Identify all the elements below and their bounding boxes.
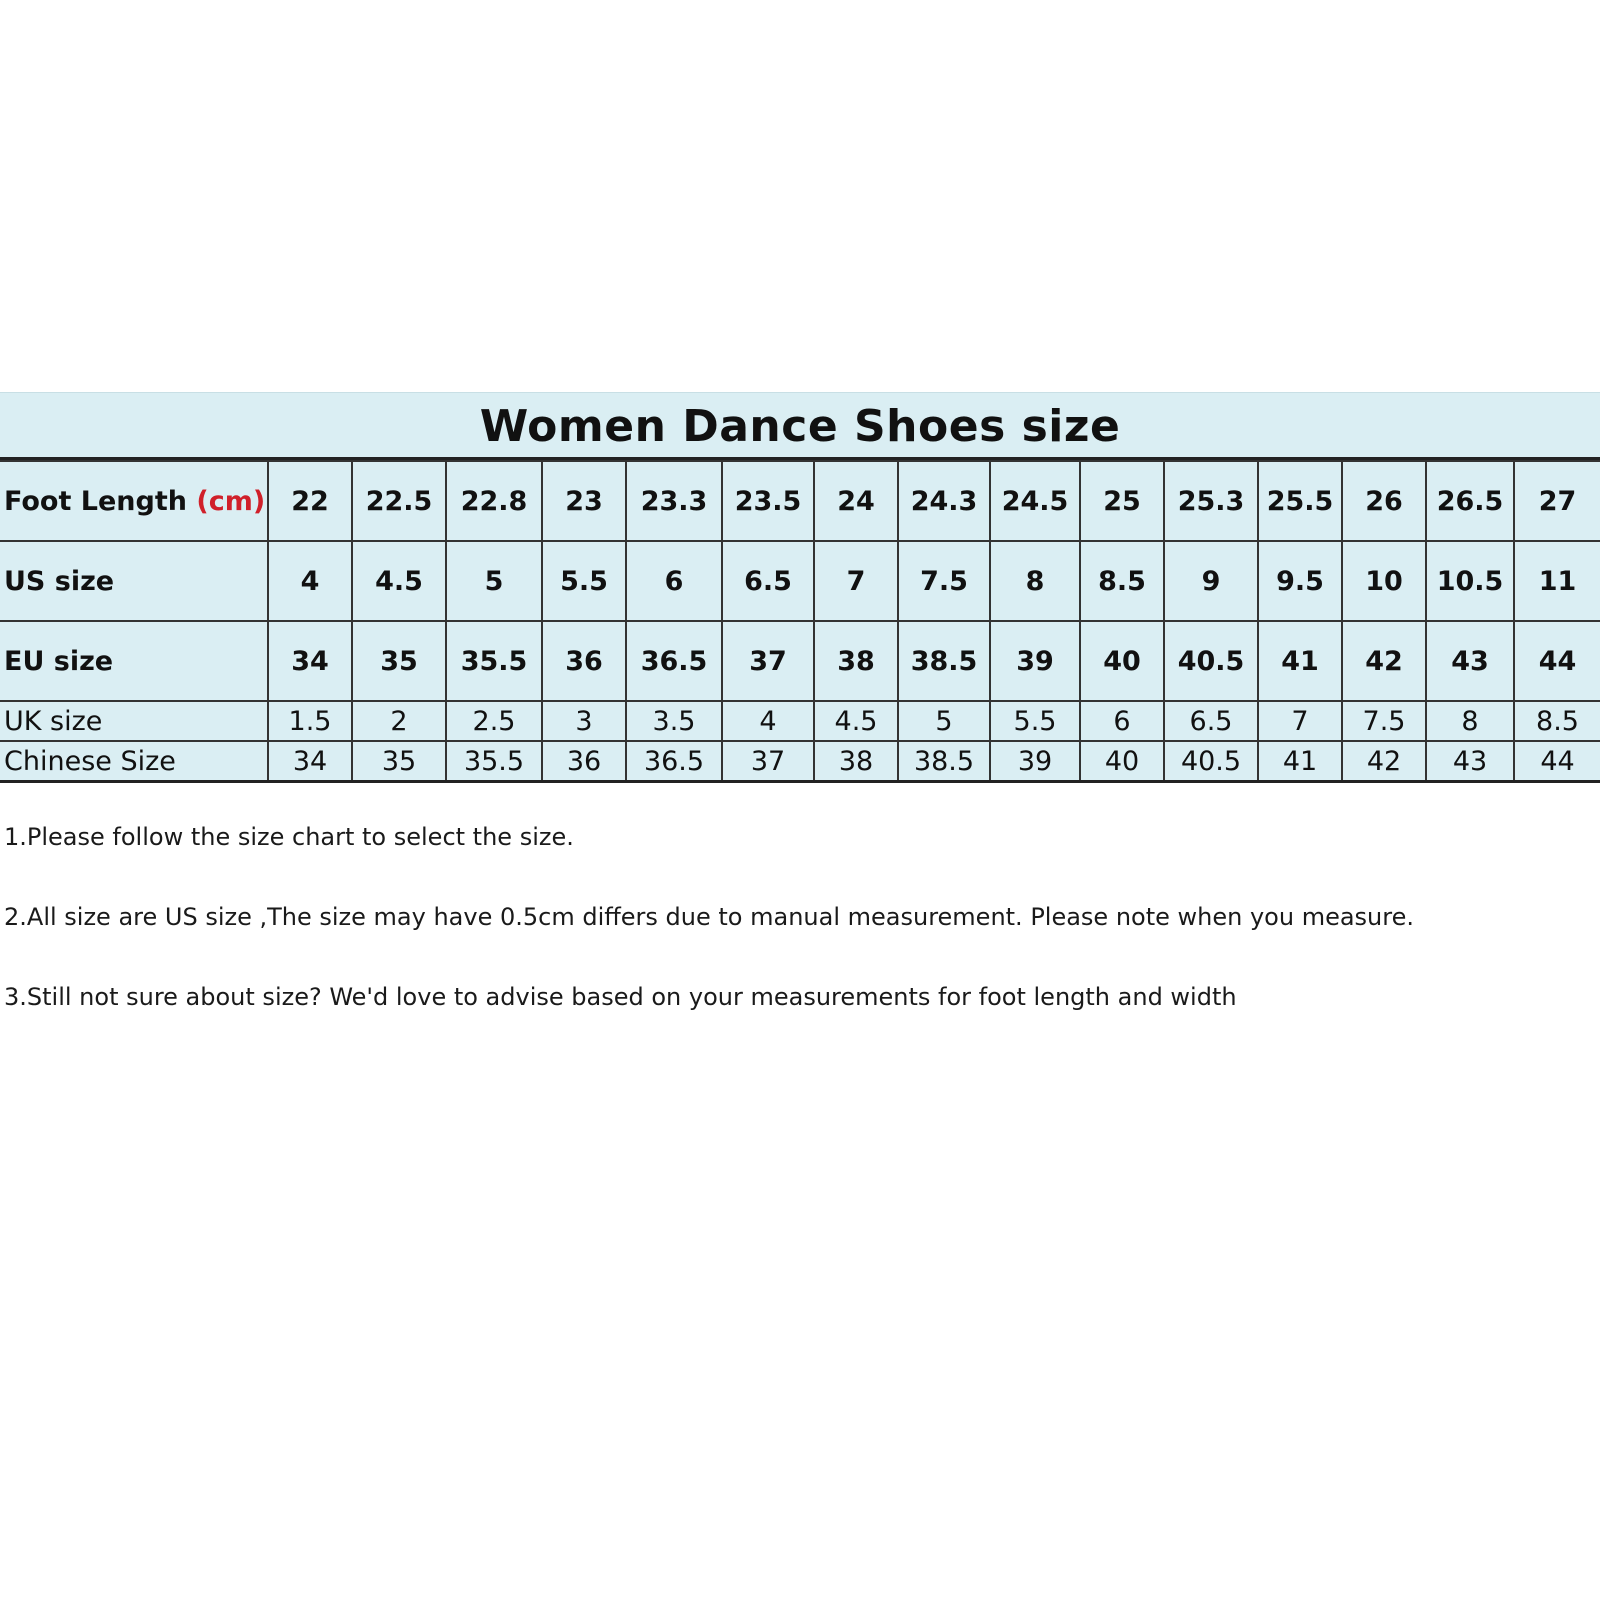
table-cell: 38.5 — [898, 741, 990, 782]
table-cell: 44 — [1514, 621, 1600, 701]
table-cell: 39 — [990, 741, 1080, 782]
table-cell: 4.5 — [814, 701, 898, 741]
table-cell: 4.5 — [352, 541, 446, 621]
table-cell: 22.8 — [446, 461, 542, 541]
row-label — [0, 741, 268, 782]
table-cell: 2 — [352, 701, 446, 741]
table-cell: 5.5 — [990, 701, 1080, 741]
table-cell: 26 — [1342, 461, 1426, 541]
row-label-text: UK size — [4, 705, 103, 737]
table-cell: 6 — [1080, 701, 1164, 741]
table-cell: 35 — [352, 741, 446, 782]
table-cell: 35 — [352, 621, 446, 701]
table-cell: 41 — [1258, 741, 1342, 782]
table-cell: 23.3 — [626, 461, 722, 541]
row-label — [0, 541, 268, 621]
row-label-text: EU size — [4, 645, 114, 677]
table-cell: 37 — [722, 741, 814, 782]
table-cell: 10 — [1342, 541, 1426, 621]
table-row — [0, 621, 1600, 701]
table-cell: 41 — [1258, 621, 1342, 701]
table-cell: 4 — [722, 701, 814, 741]
note-item: 2.All size are US size ,The size may have 0.5cm differs due to manual measurement. Please note when you measure. — [4, 903, 1414, 931]
row-label — [0, 621, 268, 701]
table-cell: 11 — [1514, 541, 1600, 621]
table-cell: 24.3 — [898, 461, 990, 541]
table-cell: 25.5 — [1258, 461, 1342, 541]
table-cell: 7.5 — [898, 541, 990, 621]
table-cell: 7 — [1258, 701, 1342, 741]
table-cell: 6.5 — [722, 541, 814, 621]
table-cell: 43 — [1426, 621, 1514, 701]
table-cell: 38 — [814, 621, 898, 701]
table-cell: 42 — [1342, 741, 1426, 782]
row-label-text: US size — [4, 565, 115, 597]
table-cell: 7.5 — [1342, 701, 1426, 741]
table-cell: 40.5 — [1164, 621, 1258, 701]
table-cell: 36.5 — [626, 621, 722, 701]
table-cell: 22 — [268, 461, 352, 541]
table-cell: 7 — [814, 541, 898, 621]
table-row — [0, 461, 1600, 541]
table-cell: 40.5 — [1164, 741, 1258, 782]
table-cell: 38.5 — [898, 621, 990, 701]
table-cell: 34 — [268, 741, 352, 782]
table-cell: 10.5 — [1426, 541, 1514, 621]
row-label-text: Foot Length — [4, 485, 187, 517]
table-cell: 8 — [1426, 701, 1514, 741]
table-cell: 38 — [814, 741, 898, 782]
table-row — [0, 541, 1600, 621]
table-cell: 37 — [722, 621, 814, 701]
table-cell: 40 — [1080, 741, 1164, 782]
table-cell: 5 — [898, 701, 990, 741]
table-cell: 22.5 — [352, 461, 446, 541]
table-cell: 40 — [1080, 621, 1164, 701]
table-cell: 4 — [268, 541, 352, 621]
table-cell: 36 — [542, 621, 626, 701]
table-cell: 25 — [1080, 461, 1164, 541]
table-cell: 34 — [268, 621, 352, 701]
table-cell: 3 — [542, 701, 626, 741]
table-row — [0, 741, 1600, 782]
table-row — [0, 701, 1600, 741]
table-cell: 39 — [990, 621, 1080, 701]
note-item: 3.Still not sure about size? We'd love to advise based on your measurements for foot length and width — [4, 983, 1237, 1011]
table-cell: 23.5 — [722, 461, 814, 541]
table-cell: 24 — [814, 461, 898, 541]
row-label-text: Chinese Size — [4, 745, 176, 777]
table-cell: 36.5 — [626, 741, 722, 782]
unit-label: (cm) — [196, 485, 266, 517]
table-cell: 23 — [542, 461, 626, 541]
table-cell: 9.5 — [1258, 541, 1342, 621]
chart-title: Women Dance Shoes size — [0, 392, 1600, 460]
table-cell: 2.5 — [446, 701, 542, 741]
table-cell: 3.5 — [626, 701, 722, 741]
table-cell: 35.5 — [446, 621, 542, 701]
table-cell: 6 — [626, 541, 722, 621]
table-cell: 42 — [1342, 621, 1426, 701]
table-cell: 35.5 — [446, 741, 542, 782]
row-label — [0, 701, 268, 741]
table-cell: 43 — [1426, 741, 1514, 782]
size-table — [0, 460, 1600, 783]
table-cell: 5.5 — [542, 541, 626, 621]
table-cell: 36 — [542, 741, 626, 782]
table-cell: 26.5 — [1426, 461, 1514, 541]
table-cell: 6.5 — [1164, 701, 1258, 741]
table-cell: 27 — [1514, 461, 1600, 541]
row-label — [0, 461, 268, 541]
table-cell: 24.5 — [990, 461, 1080, 541]
table-cell: 8.5 — [1080, 541, 1164, 621]
table-cell: 44 — [1514, 741, 1600, 782]
table-cell: 9 — [1164, 541, 1258, 621]
size-notes — [4, 822, 1584, 1062]
table-cell: 1.5 — [268, 701, 352, 741]
table-cell: 8.5 — [1514, 701, 1600, 741]
size-chart — [0, 392, 1600, 783]
table-cell: 8 — [990, 541, 1080, 621]
note-item: 1.Please follow the size chart to select the size. — [4, 823, 574, 851]
table-cell: 5 — [446, 541, 542, 621]
table-cell: 25.3 — [1164, 461, 1258, 541]
